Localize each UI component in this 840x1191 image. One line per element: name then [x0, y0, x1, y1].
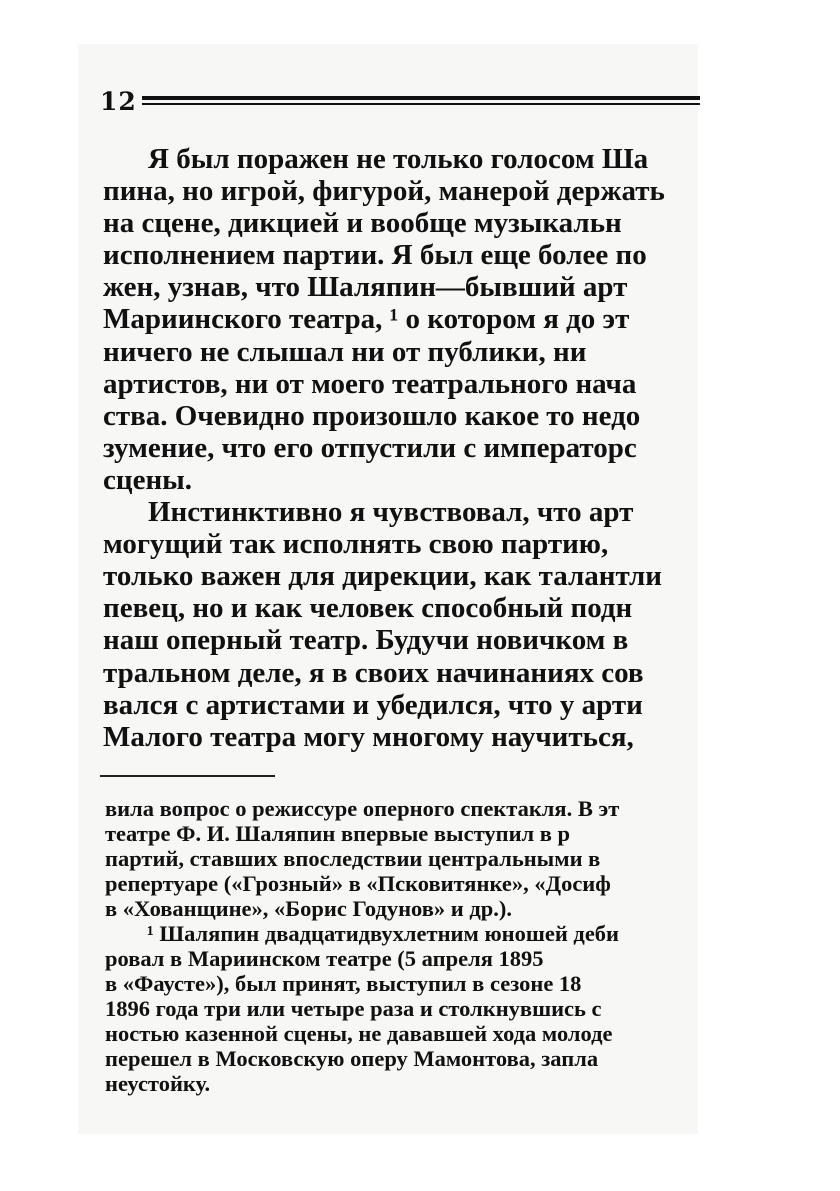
text-line: зумение, что его отпустили с императорс: [103, 431, 637, 464]
text-line: наш оперный театр. Будучи новичком в: [103, 624, 629, 657]
main-text: [103, 143, 703, 753]
text-line: исполнением партии. Я был еще более по: [103, 239, 647, 272]
footnote-line: в «Фаусте»), был принят, выступил в сезоне 18: [105, 971, 582, 996]
text-line: певец, но и как человек способный подн: [103, 592, 633, 625]
text-line: пина, но игрой, фигурой, манерой держать: [103, 175, 665, 208]
footnote-line: перешел в Московскую оперу Мамонтова, запла: [105, 1046, 599, 1071]
text-line: Малого театра могу многому научиться,: [103, 720, 634, 753]
footnote-line: вила вопрос о режиссуре оперного спектакля. В эт: [105, 796, 620, 821]
footnotes: [105, 796, 705, 1096]
page-number: 12: [100, 87, 137, 116]
text-line: Инстинктивно я чувствовал, что арт: [148, 496, 634, 529]
page-header: [100, 82, 700, 122]
text-line: сцены.: [103, 463, 193, 496]
footnote-separator: [100, 775, 275, 777]
text-line: Мариинского театра, ¹ о котором я до эт: [103, 303, 630, 336]
text-line: Я был поражен не только голосом Ша: [148, 143, 649, 175]
header-rule-thick: [142, 96, 700, 100]
footnote-line: театре Ф. И. Шаляпин впервые выступил в р: [105, 821, 571, 846]
text-line: вался с артистами и убедился, что у арти: [103, 688, 643, 721]
text-line: жен, узнав, что Шаляпин—бывший арт: [103, 271, 628, 304]
text-line: тральном деле, я в своих начинаниях сов: [103, 656, 644, 689]
footnote-line: 1896 года три или четыре раза и столкнувшись с: [105, 996, 602, 1021]
text-line: на сцене, дикцией и вообще музыкальн: [103, 207, 622, 240]
footnote-line: репертуаре («Грозный» в «Псковитянке», «Досиф: [105, 871, 611, 896]
text-line: артистов, ни от моего театрального нача: [103, 367, 637, 400]
footnote-line: ¹ Шаляпин двадцатидвухлетним юношей деби: [147, 921, 620, 946]
text-line: только важен для дирекции, как талантли: [103, 560, 662, 593]
footnote-line: неустойку.: [105, 1071, 211, 1096]
text-line: могущий так исполнять свою партию,: [103, 528, 609, 561]
header-rule-thin: [142, 103, 700, 105]
footnote-line: ровал в Мариинском театре (5 апреля 1895: [105, 946, 544, 971]
footnote-line: ностью казенной сцены, не дававшей хода молоде: [105, 1021, 613, 1046]
text-line: ства. Очевидно произошло какое то недо: [103, 399, 641, 432]
text-line: ничего не слышал ни от публики, ни: [103, 335, 587, 368]
footnote-line: партий, ставших впоследствии центральными в: [105, 846, 601, 871]
footnote-line: в «Хованщине», «Борис Годунов» и др.).: [105, 896, 512, 921]
